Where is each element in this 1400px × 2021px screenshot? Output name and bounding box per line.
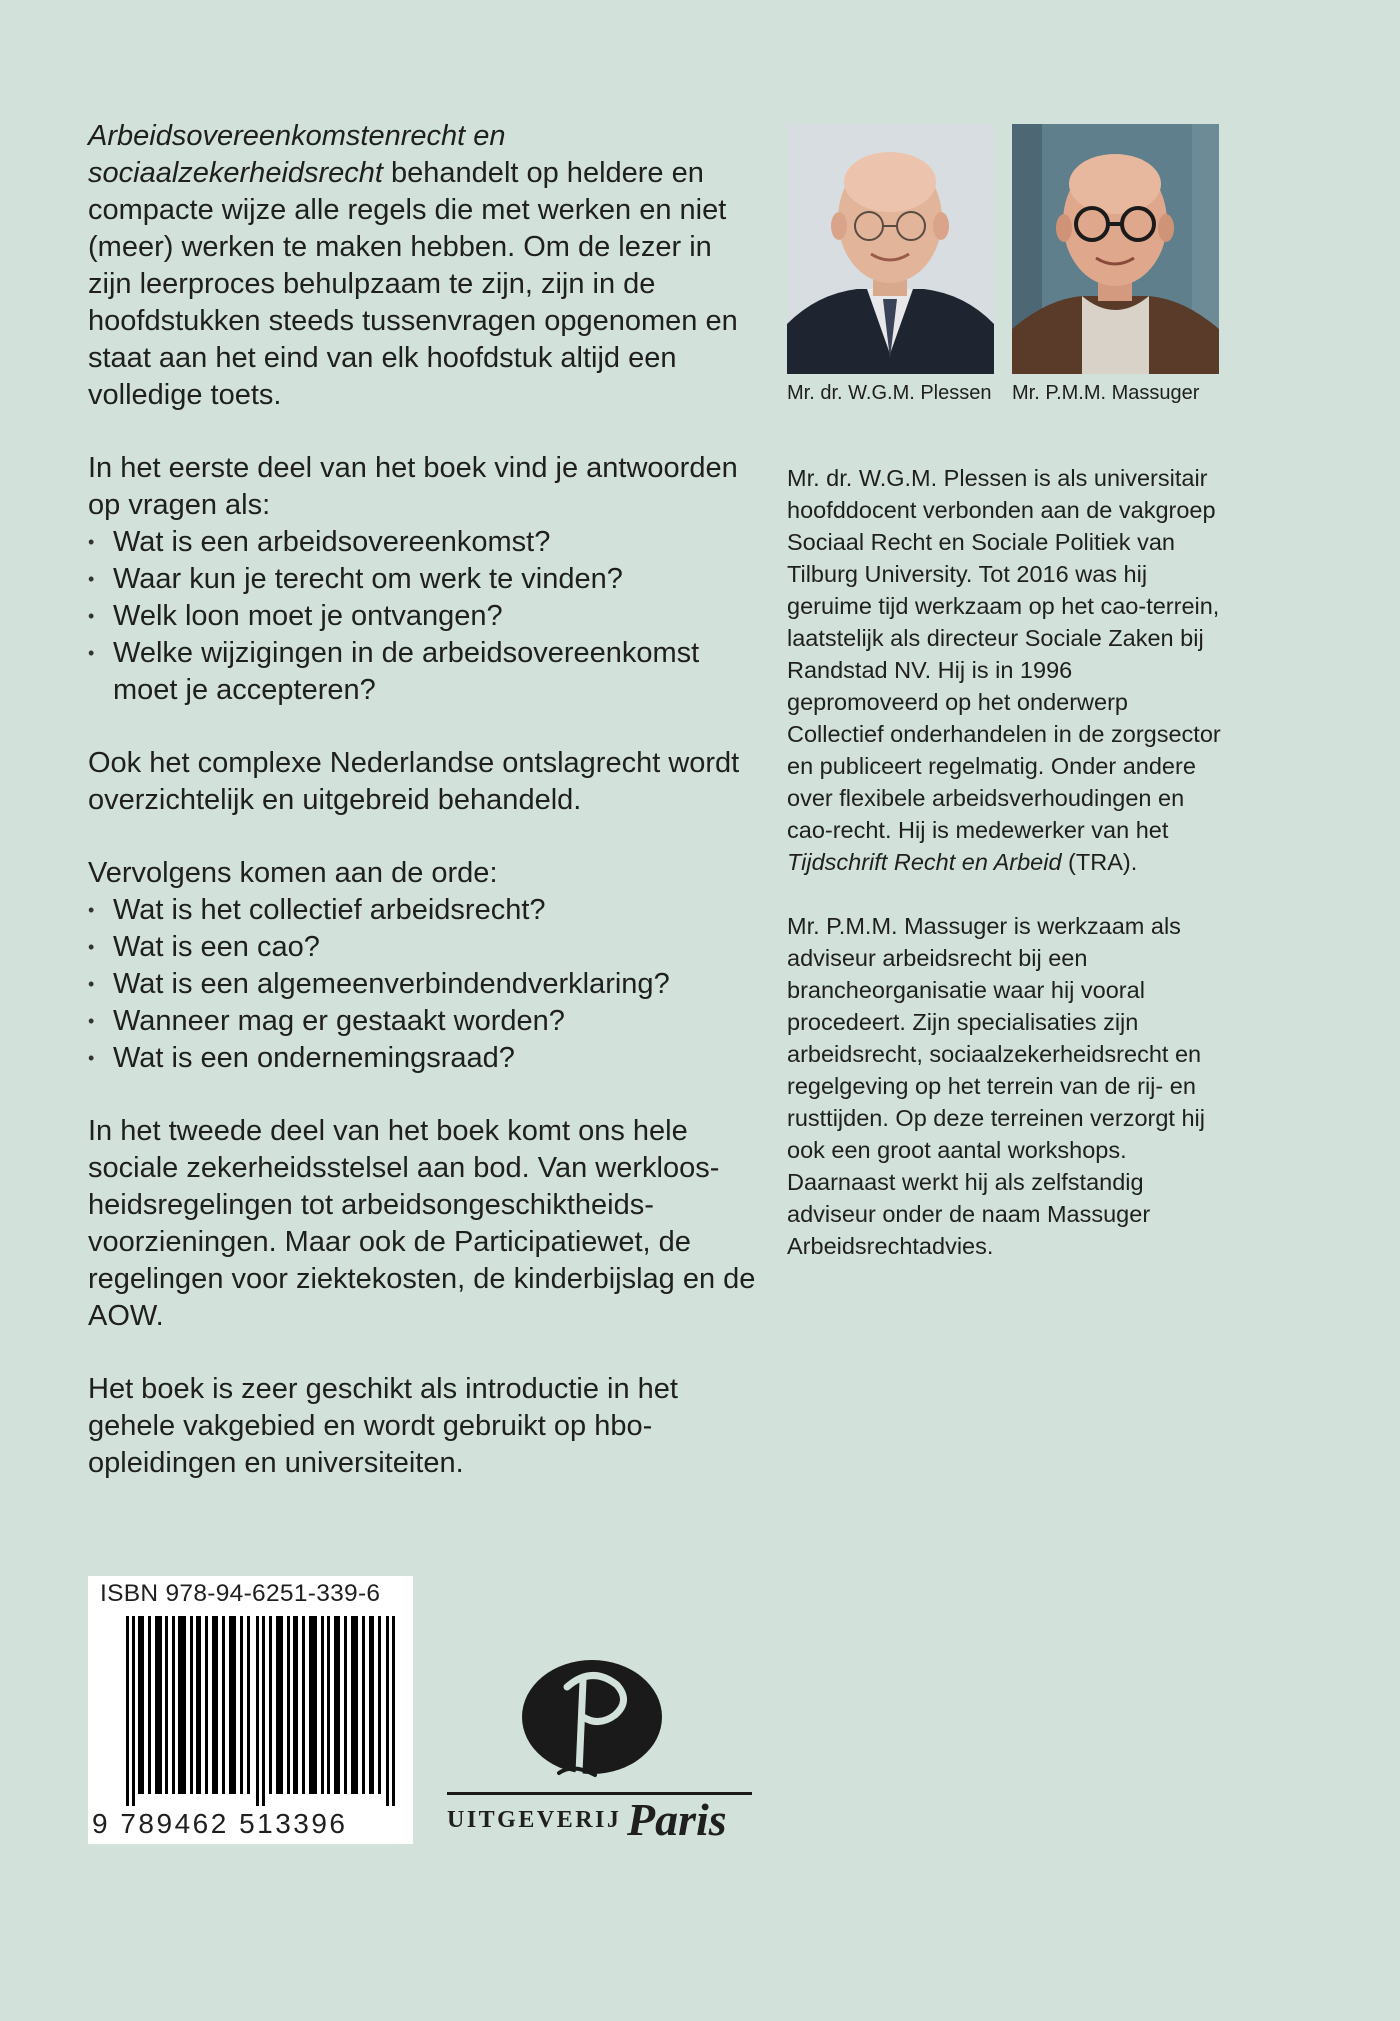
list-item: • Welk loon moet je ontvangen? xyxy=(88,598,758,635)
part1-question-list xyxy=(88,524,758,709)
list-item: • Welke wijzigingen in de arbeidsovereenkomst moet je accepteren? xyxy=(88,635,758,709)
topics-intro: Vervolgens komen aan de orde: xyxy=(88,857,498,889)
intro-text: behandelt op heldere en compacte wijze alle regels die met werken en niet (meer) werken te maken hebben. Om de lezer in zijn leerproces behulpzaam te zijn, zijn in de hoofdstukken steeds tussenvragen opgenomen en staat aan het eind van elk hoofdstuk altijd een volledige toets. xyxy=(88,157,738,411)
portrait-image-massuger xyxy=(1012,124,1219,374)
list-item: • Wanneer mag er gestaakt worden? xyxy=(88,1003,758,1040)
bio-massuger: Mr. P.M.M. Massuger is werkzaam als adviseur arbeidsrecht bij een brancheorganisatie waar hij vooral procedeert. Zijn specialisaties zijn arbeidsrecht, sociaalzekerheidsrecht en regelgeving op het terrein van de rij- en rusttijden. Op deze terreinen verzorgt hij ook een groot aantal workshops. Daarnaast werkt hij als zelfstandig adviseur onder de naam Massuger Arbeidsrechtadvies. xyxy=(787,913,1205,1259)
book-description xyxy=(88,118,758,1518)
portrait-image-plessen xyxy=(787,124,994,374)
publisher-name: Paris xyxy=(627,1794,727,1845)
intro-paragraph xyxy=(88,118,758,414)
barcode-bars xyxy=(126,1616,398,1806)
part2-paragraph: In het tweede deel van het boek komt ons hele sociale zekerheidsstelsel aan bod. Van werkloosheidsregelingen tot arbeidsongeschiktheidsvoorzieningen. Maar ook de Participatiewet, de regelingen voor ziektekosten, de kinderbijslag en de AOW. xyxy=(88,1115,756,1332)
topics-list xyxy=(88,892,758,1077)
caption-plessen: Mr. dr. W.G.M. Plessen xyxy=(787,382,992,404)
journal-title-italic: Tijdschrift Recht en Arbeid xyxy=(787,849,1062,875)
portrait-plessen-illustration xyxy=(787,124,994,374)
list-item: • Wat is een cao? xyxy=(88,929,758,966)
isbn-label: ISBN 978-94-6251-339-6 xyxy=(100,1580,381,1607)
bio-plessen-text: Mr. dr. W.G.M. Plessen is als universitair hoofddocent verbonden aan de vakgroep Sociaal Recht en Sociale Politiek van Tilburg University. Tot 2016 was hij geruime tijd werkzaam op het cao-terrein, laatstelijk als directeur Sociale Zaken bij Randstad NV. Hij is in 1996 gepromoveerd op het onderwerp Collectief onderhandelen in de zorgsector en publiceert regelmatig. Onder andere over flexibele arbeidsverhoudingen en cao-recht. Hij is medewerker van het xyxy=(787,465,1221,843)
audience-paragraph: Het boek is zeer geschikt als introductie in het gehele vakgebied en wordt gebruikt op hbo-opleidingen en universiteiten. xyxy=(88,1373,678,1479)
book-title-italic: Arbeidsovereenkomstenrecht en sociaalzekerheidsrecht xyxy=(88,120,506,189)
list-item: • Wat is een arbeidsovereenkomst? xyxy=(88,524,758,561)
list-item: • Wat is een ondernemingsraad? xyxy=(88,1040,758,1077)
dismissal-paragraph: Ook het complexe Nederlandse ontslagrecht wordt overzichtelijk en uitgebreid behandeld. xyxy=(88,747,740,816)
isbn-barcode xyxy=(88,1576,413,1844)
list-item: • Wat is een algemeenverbindendverklaring? xyxy=(88,966,758,1003)
barcode-digits: 9 789462 513396 xyxy=(92,1808,348,1839)
publisher-p-emblem-icon xyxy=(447,1655,752,1790)
publisher-word: UITGEVERIJ xyxy=(447,1807,622,1833)
author-bios xyxy=(787,462,1227,1294)
bio-plessen-end: (TRA). xyxy=(1061,849,1138,875)
list-item: • Wat is het collectief arbeidsrecht? xyxy=(88,892,758,929)
bio-plessen xyxy=(787,462,1227,878)
list-item: • Waar kun je terecht om werk te vinden? xyxy=(88,561,758,598)
caption-massuger: Mr. P.M.M. Massuger xyxy=(1012,382,1200,404)
author-photo-plessen xyxy=(787,124,994,406)
author-photo-massuger xyxy=(1012,124,1219,406)
author-photos xyxy=(787,124,1219,406)
part1-intro: In het eerste deel van het boek vind je antwoorden op vragen als: xyxy=(88,452,738,521)
portrait-massuger-illustration xyxy=(1012,124,1219,374)
